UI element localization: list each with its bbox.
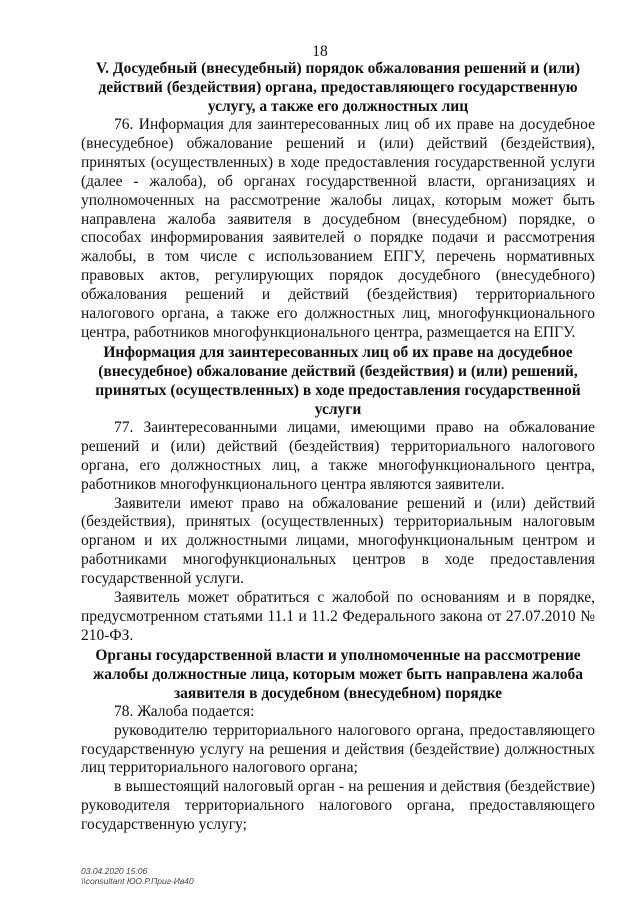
footer-timestamp: 03.04.2020 15:06 (81, 866, 148, 876)
section-v-title: V. Досудебный (внесудебный) порядок обжалования решений и (или) действий (бездействия) органа, предоставляющего государственную услугу, а также его должностных лиц (95, 60, 580, 115)
paragraph-78-higher: в вышестоящий налоговый орган - на решения и действия (бездействие) руководителя территориального налогового органа, предоставляющего государственную услугу; (81, 778, 595, 834)
heading-authorities: Органы государственной власти и уполномоченные на рассмотрение жалобы должностные лица, которым может быть направлена жалоба заявителя в досудебном (внесудебном) порядке (92, 646, 584, 702)
paragraph-78-head: руководителю территориального налогового органа, предоставляющего государственную услугу на решения и действия (бездействие) должностных лиц территориального налогового органа; (81, 721, 595, 777)
paragraph-78: 78. Жалоба подается: (114, 702, 255, 720)
paragraph-77: 77. Заинтересованными лицами, имеющими право на обжалование решений и (или) действий (бездействия) территориального налогового органа, его должностных лиц, а также многофункционального центра, работников многофункционального центра являются заявители. (81, 418, 595, 493)
heading-info-rights: Информация для заинтересованных лиц об их праве на досудебное (внесудебное) обжалование действий (бездействия) и (или) решений, принятых (осуществленных) в ходе предоставления государственной услуги (95, 343, 581, 418)
paragraph-76: 76. Информация для заинтересованных лиц об их праве на досудебное (внесудебное) обжалование решений и (или) действий (бездействия), принятых (осуществленных) в ходе предоставления государственной услуги (далее - жалоба), об органах государственной власти, организациях и уполномоченных на рассмотрение жалобы лицах, которым может быть направлена жалоба заявителя в досудебном (внесудебном) порядке, о способах информирования заявителей о порядке подачи и рассмотрения жалобы, в том числе с использованием ЕПГУ, перечень нормативных правовых актов, регулирующих порядок досудебного (внесудебного) обжалования решений и действий (бездействия) территориального налогового органа, а также его должностных лиц, многофункционального центра, работников многофункционального центра, размещается на ЕПГУ. (81, 116, 595, 341)
paragraph-77-applicants: Заявители имеют право на обжалование решений и (или) действий (бездействия), принятых (осуществленных) территориальным налоговым органом и их должностными лицами, многофункциональным центром и работниками многофункциональных центров в ходе предоставления государственной услуги. (81, 494, 595, 588)
paragraph-77-complaint: Заявитель может обратиться с жалобой по основаниям и в порядке, предусмотренном статьями 11.1 и 11.2 Федерального закона от 27.07.2010 № 210-ФЗ. (81, 589, 595, 644)
page-number: 18 (312, 43, 328, 60)
document-body (81, 59, 595, 835)
document-footer (81, 866, 194, 886)
footer-file-path: \\consultant ЮО.Р.Приг-Ив40 (81, 876, 194, 886)
